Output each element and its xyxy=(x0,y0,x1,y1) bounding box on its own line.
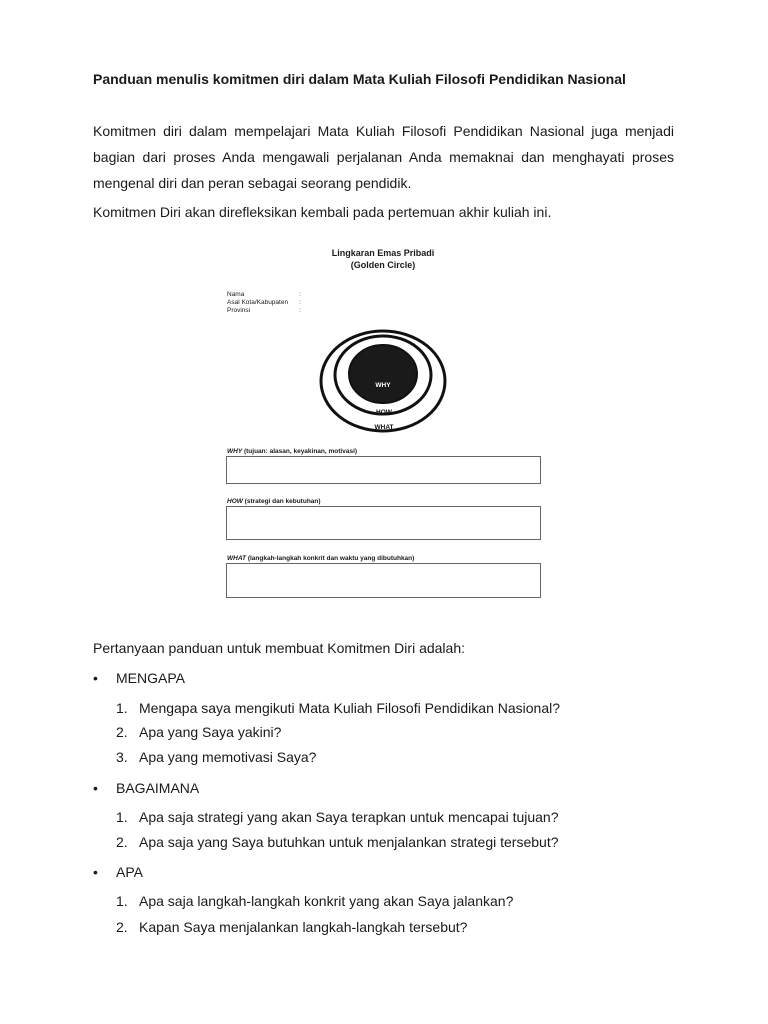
list-item: 2. Kapan Saya menjalankan langkah-langkah tersebut? xyxy=(116,919,468,935)
why-box-label: WHY (tujuan: alasan, keyakinan, motivasi) xyxy=(227,448,358,455)
what-answer-box xyxy=(226,563,541,598)
figure-title: Lingkaran Emas Pribadi xyxy=(331,248,435,258)
golden-circle-diagram xyxy=(319,329,447,433)
list-item: 1. Mengapa saya mengikuti Mata Kuliah Filosofi Pendidikan Nasional? xyxy=(116,700,561,716)
field-provinsi xyxy=(227,307,301,315)
intro-paragraph: Komitmen diri dalam mempelajari Mata Kuliah Filosofi Pendidikan Nasional juga menjadi bagian dari proses Anda mengawali perjalanan Anda memaknai dan menghayati proses mengenal diri dan peran sebagai seorang pendidik. xyxy=(93,123,674,191)
list-item: 2. Apa yang Saya yakini? xyxy=(116,724,282,740)
why-core xyxy=(349,345,417,403)
guide-intro: Pertanyaan panduan untuk membuat Komitmen Diri adalah: xyxy=(93,640,465,656)
field-label: Provinsi xyxy=(227,307,251,314)
field-colon: : xyxy=(299,299,301,306)
what-label: WHAT xyxy=(374,424,394,431)
field-colon: : xyxy=(299,307,301,314)
how-box-label: HOW (strategi dan kebutuhan) xyxy=(227,498,321,505)
list-item: 2. Apa saja yang Saya butuhkan untuk menjalankan strategi tersebut? xyxy=(116,834,559,850)
why-answer-box xyxy=(226,456,541,484)
bullet: • xyxy=(93,780,98,796)
field-label: Nama xyxy=(227,291,245,298)
field-asal-kota xyxy=(227,299,301,307)
field-label: Asal Kota/Kabupaten xyxy=(227,299,289,306)
what-box-label: WHAT (langkah-langkah konkrit dan waktu yang dibutuhkan) xyxy=(227,555,415,562)
section-heading: APA xyxy=(116,864,143,880)
list-item: 1. Apa saja langkah-langkah konkrit yang akan Saya jalankan? xyxy=(116,893,514,909)
list-item: 3. Apa yang memotivasi Saya? xyxy=(116,749,317,765)
bullet: • xyxy=(93,864,98,880)
figure-subtitle: (Golden Circle) xyxy=(350,260,416,270)
how-label: HOW xyxy=(376,409,392,416)
list-item: 1. Apa saja strategi yang akan Saya terapkan untuk mencapai tujuan? xyxy=(116,809,559,825)
section-heading: BAGAIMANA xyxy=(116,780,200,796)
field-colon: : xyxy=(299,291,301,298)
why-label: WHY xyxy=(375,382,391,389)
page-title: Panduan menulis komitmen diri dalam Mata Kuliah Filosofi Pendidikan Nasional xyxy=(93,71,626,87)
how-answer-box xyxy=(226,506,541,540)
bullet: • xyxy=(93,670,98,686)
field-nama xyxy=(227,291,301,299)
reflection-note: Komitmen Diri akan direfleksikan kembali pada pertemuan akhir kuliah ini. xyxy=(93,204,552,220)
section-heading: MENGAPA xyxy=(116,670,185,686)
